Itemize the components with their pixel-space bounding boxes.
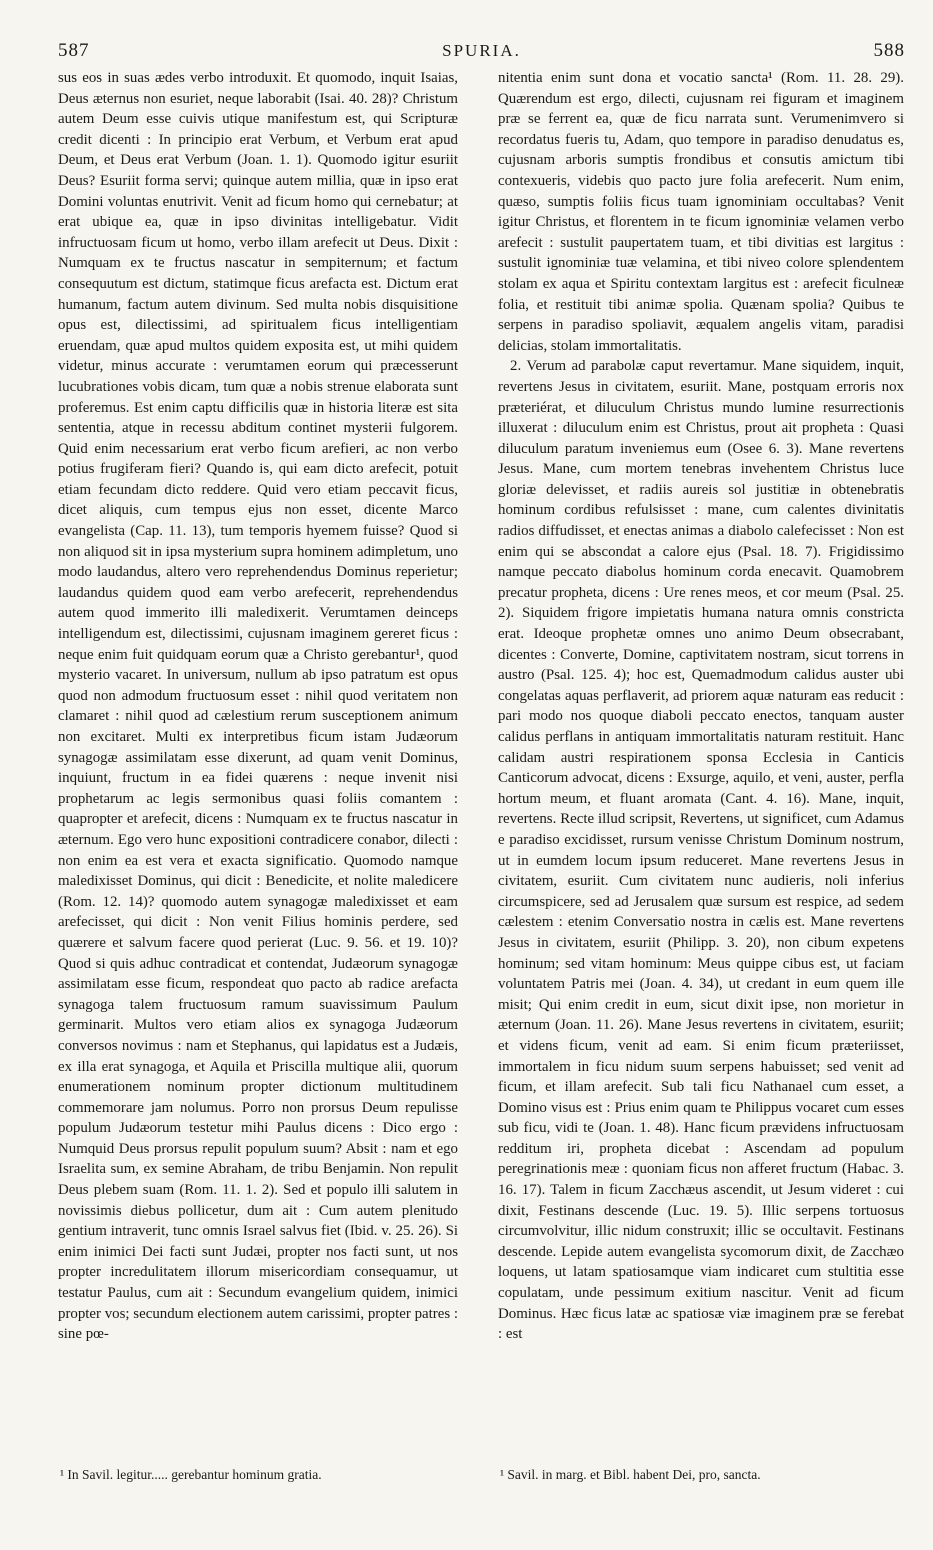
page-number-right: 588 [873, 40, 905, 61]
right-column-text-1: nitentia enim sunt dona et vocatio sancta¹ (Rom. 11. 28. 29). Quærendum est ergo, dilecti, cujusnam rei figuram et imaginem præ se ferrent ea, quæ de ficu narrata sunt. Verumenimvero si recordatus fueris tu, Adam, quo tempore in paradiso denudatus es, cujusnam arboris sumptis frondibus et consutis amictum tibi contexueris, videbis quo pacto jure folia arefecerit. Num enim, quæso, sumptis foliis ficus tuam ignominiam occultabas? Venit igitur Christus, et florentem in te ficum ignominiæ velamen verbo arefecit : sustulit paupertatem tuam, et tibi divitias est largitus : sustulit ignominiæ tuæ velamina, et tibi niveo colore splendentem stolam ex aqua et Spiritu contextam largitus est : arefecit ficulneæ folia, et restituit tibi animæ spolia. Quænam spolia? Quibus te serpens in paradiso spoliavit, æqualem angelis vitam, paradisi delicias, stolam immortalitatis. [498, 70, 904, 354]
footnote-right: ¹ Savil. in marg. et Bibl. habent Dei, pro, sancta. [500, 1467, 761, 1482]
right-column [498, 68, 904, 1345]
right-column-text-2: 2. Verum ad parabolæ caput revertamur. Mane siquidem, inquit, revertens Jesus in civitatem, esuriit. Mane, postquam erroris nox præteriérat, et diluculum Christus mundo lumine resurrectionis illuxerat : diluculum enim est Christus, prout ait propheta : Quasi diluculum paratum inveniemus eum (Osee 6. 3). Mane revertens Jesus. Mane, cum mortem tenebras invehentem Christus luce gloriæ delevisset, et radiis aureis sol justitiæ in obtenebratis hominum cordibus refulsisset : mane, cum calentes divinitatis radios diffudisset, et enectas animas a diabolo calefecisset : Non est enim qui se abscondat a calore ejus (Psal. 18. 7). Frigidissimo namque peccato diabolus hominum corda enecavit. Quamobrem precatur propheta, dicens : Ure renes meos, et cor meum (Psal. 25. 2). Siquidem frigore impietatis humana natura omnis constricta erat. Ideoque prophetæ omnes uno animo Deum obsecrabant, dicentes : Converte, Domine, captivitatem nostram, sicut torrens in austro (Psal. 125. 4); hoc est, Quemadmodum calidus auster ubi congelatas aquas perflaverit, ad priorem aquæ naturam eas reducit : pari modo nos quoque diaboli peccato enectos, tanquam auster calidus perflans in antiquam immortalitatis naturam restituit. Hanc calidam austri respirationem sponsa Ecclesia in Canticis Canticorum advocat, dicens : Exsurge, aquilo, et veni, auster, perfla hortum meum, et fluant aromata (Cant. 4. 16). Mane, inquit, revertens. Recte illud scripsit, Revertens, ut significet, cum Adamus e paradiso excidisset, rursum venisse Christum Dominum nostrum, ut in eumdem locum ipsum reduceret. Mane revertens Jesus in civitatem, esuriit. Cum civitatem nunc audieris, noli inferius circumspicere, sed ad Jerusalem quæ sursum est respice, ad sedem cælestem : etenim Conversatio nostra in cælis est. Mane revertens Jesus in civitatem, esuriit (Philipp. 3. 20), non cibum expetens hominum; sed vitam hominum: Meus quippe cibus est, ut faciam voluntatem Patris mei (Joan. 4. 34), ut credant in eum quem ille misit; Qui enim credit in eum, sicut dixit ipse, non morietur in æternum (Joan. 11. 26). Mane Jesus revertens in civitatem, esuriit; et videns ficum, venit ad eam. Si enim ficum præteriisset, immortalem in ficu nidum suum serpens habuisset; sed venit ad ficum, et illam arefecit. Sub tali ficu Nathanael cum esset, a Domino visus est : Prius enim quam te Philippus vocaret cum esses sub ficu, vidi te (Joan. 1. 48). Hanc ficum prævidens infructuosam redditum iri, propheta dicebat : Ascendam ad populum peregrinationis meæ : quoniam ficus non afferet fructum (Habac. 3. 16. 17). Talem in ficum Zacchæus ascendit, ut Jesum videret : cui dixit, Festinans descende (Luc. 19. 5). Illic serpens tortuosus circumvolvitur, illic nidum construxit; illic se occultavit. Festinans descende. Lepide autem evangelista sycomorum dixit, de Zacchæo loquens, ut latam spatiosamque viam indicaret cum stultitia esse copulatam, unde pessimum exitium nascitur. Venit ad ficum Dominus. Hæc ficus latæ ac spatiosæ viæ imaginem præ se ferebat : est [498, 358, 904, 1343]
left-column [58, 68, 458, 1345]
page-number-left: 587 [58, 40, 90, 61]
footnote-left: ¹ In Savil. legitur..... gerebantur hominum gratia. [60, 1467, 322, 1482]
running-title: SPURIA. [442, 41, 521, 60]
running-header [58, 38, 905, 64]
left-column-text: sus eos in suas ædes verbo introduxit. Et quomodo, inquit Isaias, Deus æternus non esuriet, neque laborabit (Isai. 40. 28)? Christum autem Deum esse cuivis utique manifestum est, qui Scripturæ credit dicenti : In principio erat Verbum, et Verbum erat apud Deum, et Deus erat Verbum (Joan. 1. 1). Quomodo igitur esuriit Deus? Esuriit forma servi; quinque autem millia, quæ in ipso erat Domini voluntas enutrivit. Venit ad ficum homo qui cernebatur; at erat ubique ea, quæ in ipso divinitas intelligebatur. Vidit infructuosam ficum ut homo, verbo illam arefecit ut Deus. Dixit : Numquam ex te fructus nascatur in sempiternum; et factum consequutum est dictum, statimque ficus arefacta est. Dictum erat humanum, factum autem divinum. Sed multa nobis disquisitione opus est, dilectissimi, ad spiritualem ficus intelligentiam eruendam, quæ apud multos quidem exposita est, ut mihi quidem videtur, minus accurate : verumtamen eorum qui præcesserunt lucubrationes vobis dicam, tum quæ a nobis strenue elaborata sunt proferemus. Est enim captu difficilis quæ in historia literæ est sita sententia, atque in recessu abditum continet mysterii fulgorem. Quid enim necessarium erat verbo ficum arefieri, ac non verbo potius frugiferam fieri? Quando is, qui eam dicto arefecit, potuit etiam fecundam dicto reddere. Quid vero etiam peccavit ficus, dicet aliquis, cum tempus ejus non esset, dicente Marco evangelista (Cap. 11. 13), tum temporis hyemem fuisse? Quod si non aliquod sit in ipsa mysterium supra hominem adimpletum, uno modo laudandus, altero vero reprehendendus Dominus reperietur; laudandus quidem quod eam verbo arefecerit, reprehendendus autem quod immerito illi maledixerit. Verumtamen deinceps intelligendum est, dilectissimi, cujusnam imaginem gereret ficus : neque enim fuit quidquam eorum quæ a Christo gerebantur¹, quod mysterio vacaret. In universum, nullum ab ipso patratum est opus quod non admodum fructuosum esset : nihil quod veritatem non clamaret : nihil quod ad cælestium rerum susceptionem animum non excitaret. Multi ex interpretibus ficum istam Judæorum synagogæ assimilatam esse dixerunt, ad quam venit Dominus, inquiunt, fructum in ea fidei quærens : neque invenit nisi prophetarum ac legis sermonibus quasi foliis comantem : quapropter et arefecit, dicens : Numquam ex te fructus nascatur in æternum. Ego vero hunc expositioni contradicere conabor, dilecti : non enim ea est vera et exacta significatio. Quomodo namque maledixisset Dominus, qui dicit : Benedicite, et nolite maledicere (Rom. 12. 14)? quomodo autem synagogæ maledixisset et eam arefecisset, qui dicit : Non venit Filius hominis perdere, sed quærere et salvum facere quod perierat (Luc. 9. 56. et 19. 10)? Quod si quis adhuc contradicat et contendat, Judæorum synagogæ assimilatam esse ficum, respondeat quo pacto ab radice arefacta synagoga talem fructuosum ramum suavissimum Paulum germinarit. Multos vero etiam alios ex synagoga Judæorum conversos novimus : nam et Stephanus, qui lapidatus est a Judæis, ex illa erat synagoga, et Aquila et Priscilla multique alii, quorum enumerationem nominum propter dictionum multitudinem commemorare jam nolumus. Porro non prorsus Deum repulisse populum Judæorum testetur mihi Paulus dicens : Dico ergo : Numquid Deus prorsus repulit populum suum? Absit : nam et ego Israelita sum, ex semine Abraham, de tribu Benjamin. Non repulit Deus plebem suam (Rom. 11. 1. 2). Sed et populo illi salutem in novissimis diebus pollicetur, dum ait : Cum autem plenitudo gentium intraverit, tunc omnis Israel salvus fiet (Ibid. v. 25. 26). Si enim inimici Dei facti sunt Judæi, propter nos facti sunt, ut nos propter incredulitatem illorum misericordiam consequamur, ut testatur Paulus, cum ait : Secundum evangelium quidem, inimici propter vos; secundum electionem autem carissimi, propter patres : sine pœ- [58, 70, 458, 1343]
